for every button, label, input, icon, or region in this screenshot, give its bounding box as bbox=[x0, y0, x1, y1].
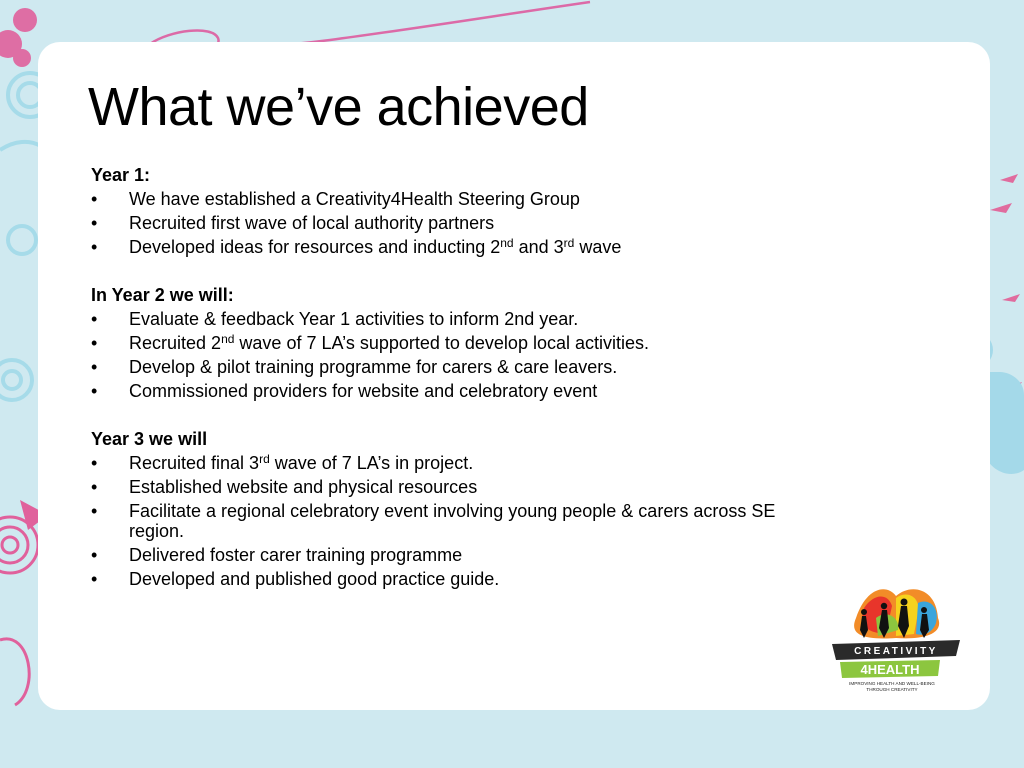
item-text: Recruited first wave of local authority partners bbox=[129, 213, 495, 233]
bullet-marker: • bbox=[91, 213, 98, 233]
bullet-list bbox=[91, 451, 821, 591]
bullet-marker: • bbox=[91, 309, 98, 329]
section-year-3 bbox=[91, 427, 821, 591]
list-item bbox=[91, 307, 821, 331]
section-heading: Year 1: bbox=[91, 165, 151, 185]
item-text: wave bbox=[574, 237, 622, 257]
bullet-marker: • bbox=[91, 357, 98, 377]
ordinal-suffix: rd bbox=[259, 452, 270, 466]
bullet-marker: • bbox=[91, 569, 98, 589]
bullet-marker: • bbox=[91, 189, 98, 209]
bullet-list bbox=[91, 307, 821, 403]
section-heading: In Year 2 we will: bbox=[91, 285, 234, 305]
item-text: Develop & pilot training programme for carers & care leavers. bbox=[129, 357, 618, 377]
list-item bbox=[91, 379, 821, 403]
item-text: Facilitate a regional celebratory event involving young people & carers across SE region. bbox=[129, 501, 776, 541]
section-year-2 bbox=[91, 283, 821, 403]
item-text: wave of 7 LA’s in project. bbox=[269, 453, 474, 473]
item-text: Recruited 2 bbox=[129, 333, 222, 353]
bullet-marker: • bbox=[91, 333, 98, 353]
list-item bbox=[91, 451, 821, 475]
item-text: Commissioned providers for website and celebratory event bbox=[129, 381, 598, 401]
list-item bbox=[91, 543, 821, 567]
logo-ribbon bbox=[832, 640, 960, 692]
bullet-list bbox=[91, 187, 821, 259]
item-text: and 3 bbox=[513, 237, 564, 257]
logo-wordmark-top: CREATIVITY bbox=[854, 646, 938, 657]
list-item bbox=[91, 475, 821, 499]
item-text: Recruited final 3 bbox=[129, 453, 260, 473]
item-text: Developed ideas for resources and inducting 2 bbox=[129, 237, 501, 257]
bullet-marker: • bbox=[91, 477, 98, 497]
item-text: Established website and physical resources bbox=[129, 477, 478, 497]
creativity4health-logo bbox=[826, 578, 966, 698]
item-text: wave of 7 LA’s supported to develop local activities. bbox=[234, 333, 649, 353]
list-item bbox=[91, 567, 821, 591]
logo-tagline-2: THROUGH CREATIVITY bbox=[866, 687, 918, 692]
logo-tagline-1: IMPROVING HEALTH AND WELL-BEING bbox=[849, 681, 935, 686]
list-item bbox=[91, 187, 821, 211]
bullet-marker: • bbox=[91, 545, 98, 565]
ordinal-suffix: nd bbox=[500, 236, 514, 250]
item-text: We have established a Creativity4Health Steering Group bbox=[129, 189, 580, 209]
item-text: Evaluate & feedback Year 1 activities to inform 2nd year. bbox=[129, 309, 579, 329]
bullet-marker: • bbox=[91, 237, 98, 257]
ordinal-suffix: rd bbox=[563, 236, 575, 250]
bullet-marker: • bbox=[91, 453, 98, 473]
list-item bbox=[91, 355, 821, 379]
slide-title: What we’ve achieved bbox=[88, 77, 589, 137]
item-text: Delivered foster carer training programme bbox=[129, 545, 463, 565]
list-item bbox=[91, 235, 821, 259]
bullet-marker: • bbox=[91, 381, 98, 401]
ordinal-suffix: nd bbox=[221, 332, 235, 346]
list-item bbox=[91, 331, 821, 355]
slide-content bbox=[91, 163, 821, 591]
list-item bbox=[91, 499, 821, 543]
item-text: Developed and published good practice guide. bbox=[129, 569, 500, 589]
flower-decoration-top-left bbox=[0, 8, 37, 67]
list-item bbox=[91, 211, 821, 235]
logo-wordmark-bottom: 4HEALTH bbox=[860, 662, 920, 677]
section-year-1 bbox=[91, 163, 821, 259]
bullet-marker: • bbox=[91, 501, 98, 521]
section-heading: Year 3 we will bbox=[91, 429, 208, 449]
